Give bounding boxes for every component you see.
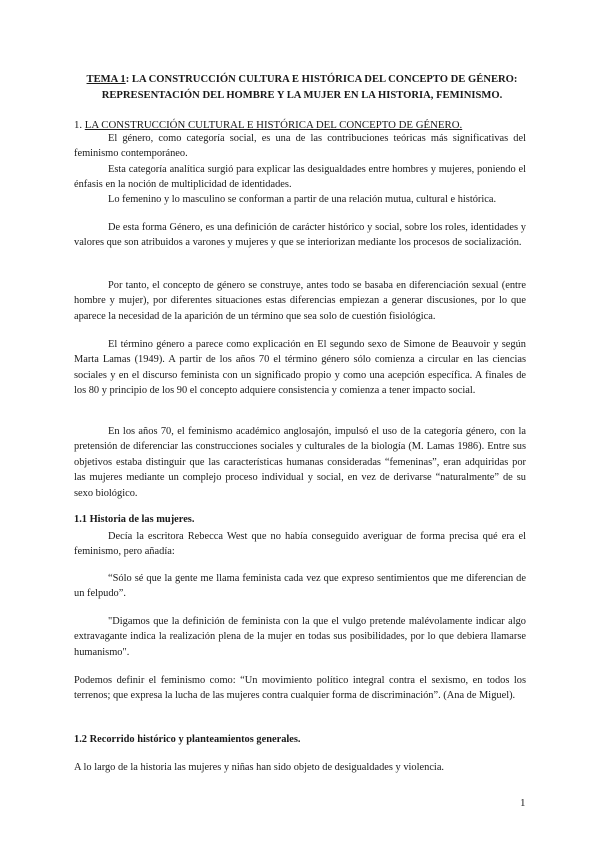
section-1-1-para-2: Podemos definir el feminismo como: “Un movimiento político integral contra el sexismo, en todos los terrenos; que expresa la lucha de las mujeres contra cualquier forma de discriminación”. (Ana de Miguel).: [74, 675, 526, 702]
section-1-para-7-block: [74, 424, 526, 501]
section-1-para-4-block: [74, 220, 526, 251]
section-1-1-heading: 1.1 Historia de las mujeres.: [74, 514, 195, 525]
title-prefix: TEMA 1: [86, 74, 126, 85]
title-rest: : LA CONSTRUCCIÓN CULTURA E HISTÓRICA DEL CONCEPTO DE GÉNERO: REPRESENTACIÓN DEL HOMBRE Y LA MUJER EN LA HISTORIA, FEMINISMO.: [101, 74, 518, 101]
section-1-para-1-block: [74, 131, 526, 162]
section-1-1-para-2-block: [74, 673, 526, 704]
section-1-para-3: Lo femenino y lo masculino se conforman a partir de una relación mutua, cultural e histórica.: [108, 194, 497, 205]
section-1-1-quote-1: “Sólo sé que la gente me llama feminista cada vez que expreso sentimientos que me diferencian de un felpudo”.: [74, 573, 526, 600]
section-1-1-para-1: Decía la escritora Rebecca West que no había conseguido averiguar de forma precisa qué era el feminismo, pero añadía:: [74, 531, 526, 558]
section-1-number: 1.: [74, 119, 85, 131]
section-1-2-para-1: A lo largo de la historia las mujeres y niñas han sido objeto de desigualdades y violencia.: [74, 762, 445, 773]
document-title: [74, 72, 530, 104]
section-1-1-quote-2: "Digamos que la definición de feminista con la que el vulgo pretende malévolamente indicar algo extravagante indica la realización plena de la mujer en todas sus posibilidades, por lo que debiera llamarse humanismo".: [74, 616, 526, 658]
section-1-para-4: De esta forma Género, es una definición de carácter histórico y social, sobre los roles, identidades y valores que son atribuidos a varones y mujeres y que se interiorizan mediante los procesos de socialización.: [74, 222, 526, 249]
section-1-2-para-1-block: [74, 760, 526, 775]
section-1-para-3-block: [74, 192, 526, 207]
section-1-1-para-1-block: [74, 529, 526, 560]
section-1-para-6-block: [74, 337, 526, 399]
section-1-para-1: El género, como categoría social, es una de las contribuciones teóricas más significativas del feminismo contemporáneo.: [74, 133, 526, 160]
section-1-title: LA CONSTRUCCIÓN CULTURAL E HISTÓRICA DEL CONCEPTO DE GÉNERO.: [84, 119, 463, 131]
section-1-1-quote-2-block: [74, 614, 526, 660]
section-1-1-quote-1-block: [74, 571, 526, 602]
section-1-2-heading: 1.2 Recorrido histórico y planteamientos generales.: [74, 734, 301, 745]
section-1-para-2-block: [74, 162, 526, 193]
section-1-para-5: Por tanto, el concepto de género se construye, antes todo se basaba en diferenciación sexual (entre hombre y mujer), por diferentes situaciones estas diferencias empiezan a generar discusiones, por lo que aparece la necesidad de la aparición de un término que sea solo de cuestión fisiológica.: [74, 280, 526, 322]
section-1-para-7: En los años 70, el feminismo académico anglosajón, impulsó el uso de la categoría género, con la pretensión de diferenciar las construcciones sociales y culturales de la biología (M. Lamas 1986). Entre sus objetivos estaba distinguir que las características humanas consideradas “femeninas”, eran adquiridas por las mujeres mediante un complejo proceso individual y social, en vez de derivarse “naturalmente” de su sexo biológico.: [74, 426, 526, 499]
section-1-para-6: El término género a parece como explicación en El segundo sexo de Simone de Beauvoir y según Marta Lamas (1949). A partir de los años 70 el término género sólo comienza a circular en las ciencias sociales y en el discurso feminista con un significado propio y como una acepción específica. A finales de los 80 y principio de los 90 el concepto adquiere consistencia y comienza a tener impacto social.: [74, 339, 526, 397]
section-1-para-5-block: [74, 278, 526, 324]
section-1-para-2: Esta categoría analítica surgió para explicar las desigualdades entre hombres y mujeres, poniendo el énfasis en la noción de multiplicidad de identidades.: [74, 164, 526, 191]
page-number: 1: [520, 797, 526, 809]
